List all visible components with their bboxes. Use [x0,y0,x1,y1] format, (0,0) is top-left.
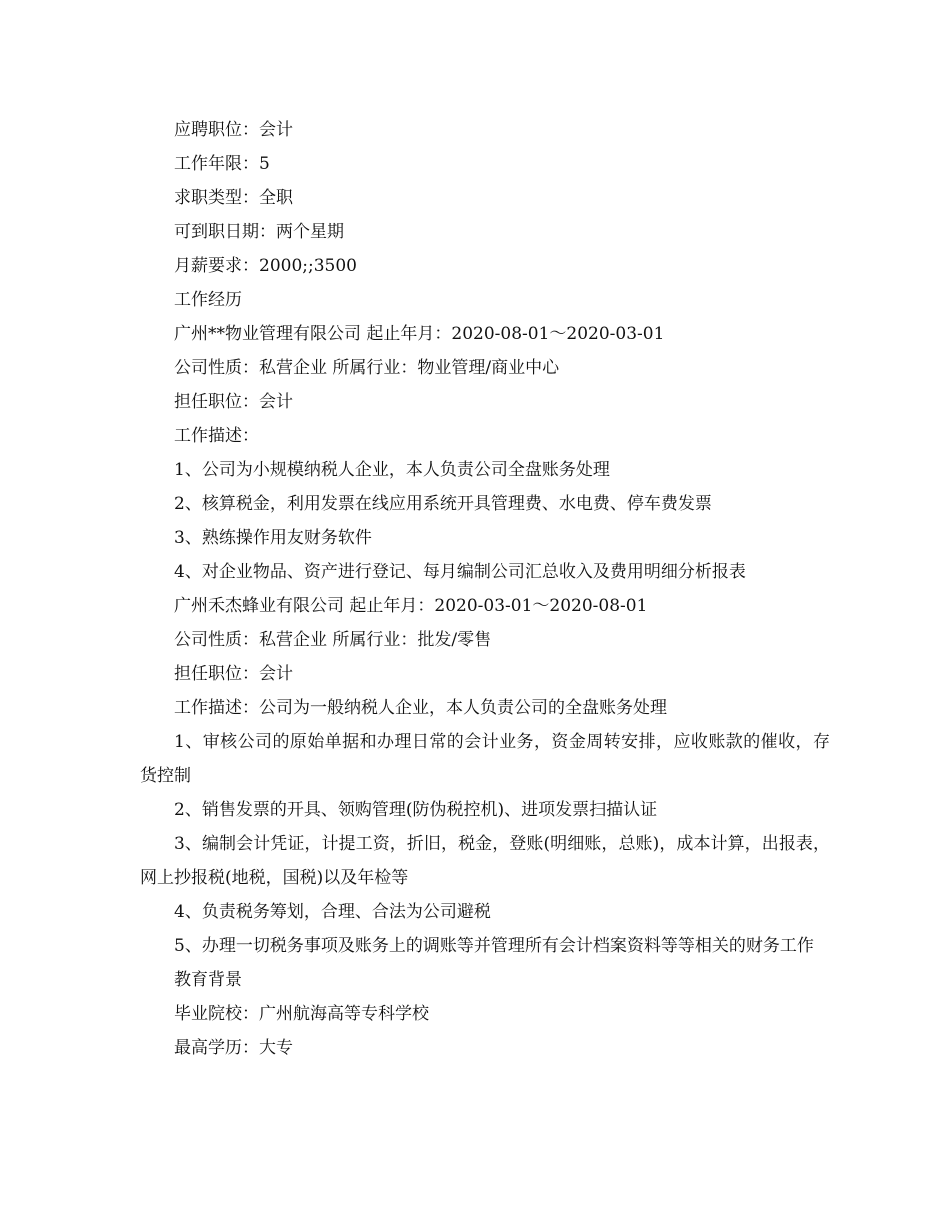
company-2-title: 广州禾杰蜂业有限公司 起止年月：2020-03-01～2020-08-01 [174,596,648,616]
company-2-description: 工作描述：公司为一般纳税人企业，本人负责公司的全盘账务处理 [174,698,667,718]
company-1-duty-3: 3、熟练操作用友财务软件 [174,528,372,548]
highest-degree: 最高学历：大专 [174,1038,293,1058]
job-type: 求职类型：全职 [174,188,293,208]
company-1-duty-4: 4、对企业物品、资产进行登记、每月编制公司汇总收入及费用明细分析报表 [174,562,746,582]
company-2-duty-3: 3、编制会计凭证，计提工资，折旧，税金，登账(明细账，总账)，成本计算，出报表，网上抄报税(地税，国税)以及年检等 [140,834,830,888]
resume-content [140,113,830,1065]
salary-expectation: 月薪要求：2000;;3500 [174,256,357,276]
company-1-title: 广州**物业管理有限公司 起止年月：2020-08-01～2020-03-01 [174,324,665,344]
graduate-school: 毕业院校：广州航海高等专科学校 [174,1004,429,1024]
company-2-duty-2: 2、销售发票的开具、领购管理(防伪税控机)、进项发票扫描认证 [174,800,658,820]
company-1-duty-1: 1、公司为小规模纳税人企业，本人负责公司全盘账务处理 [174,460,610,480]
company-2-duty-1: 1、审核公司的原始单据和办理日常的会计业务，资金周转安排，应收账款的催收，存货控制 [140,732,830,786]
company-1-nature: 公司性质：私营企业 所属行业：物业管理/商业中心 [174,358,560,378]
company-2-duty-5: 5、办理一切税务事项及账务上的调账等并管理所有会计档案资料等等相关的财务工作 [174,936,814,956]
section-heading-education: 教育背景 [174,970,242,990]
section-heading-work-experience: 工作经历 [174,290,242,310]
applied-position: 应聘职位：会计 [174,120,293,140]
work-years: 工作年限：5 [174,154,270,174]
company-1-description-label: 工作描述： [174,426,259,446]
company-2-position: 担任职位：会计 [174,664,293,684]
company-2-duty-4: 4、负责税务筹划，合理、合法为公司避税 [174,902,491,922]
company-1-duty-2: 2、核算税金，利用发票在线应用系统开具管理费、水电费、停车费发票 [174,494,712,514]
available-date: 可到职日期：两个星期 [174,222,344,242]
company-2-nature: 公司性质：私营企业 所属行业：批发/零售 [174,630,492,650]
company-1-position: 担任职位：会计 [174,392,293,412]
